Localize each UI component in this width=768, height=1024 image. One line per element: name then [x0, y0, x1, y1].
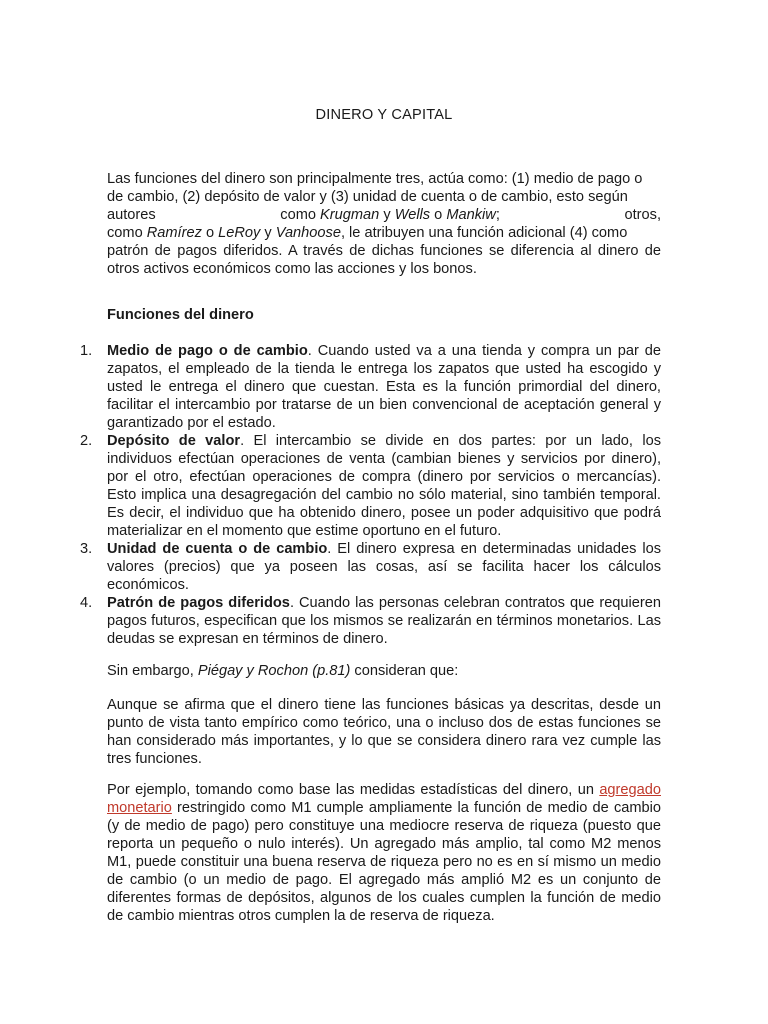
list-item-term: Depósito de valor: [107, 433, 241, 449]
intro-authors-group: [280, 206, 500, 224]
intro-line-4: [107, 224, 661, 242]
list-item-term: Patrón de pagos diferidos: [107, 595, 290, 611]
document-title: DINERO Y CAPITAL: [315, 107, 453, 123]
functions-heading: Funciones del dinero: [107, 307, 254, 323]
author-mankiw: Mankiw: [446, 207, 496, 223]
intro-word-o-2: o: [205, 225, 215, 241]
intro-semicolon: ;: [495, 207, 500, 223]
author-leroy: LeRoy: [218, 225, 261, 241]
author-vanhoose: Vanhoose: [275, 225, 341, 241]
list-item-number: 1.: [80, 343, 93, 359]
list-item-number: 2.: [80, 433, 93, 449]
author-krugman: Krugman: [320, 207, 380, 223]
quote-paragraph: Aunque se afirma que el dinero tiene las funciones básicas ya descritas, desde un punto de vista tanto empírico como teórico, una o incluso dos de estas funciones se han considerado más importantes, y lo que se considera dinero rara vez cumple las tres funciones.: [107, 697, 661, 767]
example-paragraph: [107, 781, 661, 925]
list-item-text: . Cuando las personas celebran contratos que requieren pagos futuros, especifican que los mismos se realizarán en términos monetarios. Las deudas se expresan en términos de dinero.: [107, 595, 661, 647]
list-item: [80, 432, 661, 540]
intro-line-3: [107, 206, 661, 224]
sin-embargo-post: consideran que:: [350, 663, 459, 679]
list-item-text: . El dinero expresa en determinadas unidades los valores (precios) que ya poseen las cosas, así se facilita hacer los cálculos económicos.: [107, 541, 661, 593]
intro-rest: patrón de pagos diferidos. A través de dichas funciones se diferencia al dinero de otros activos económicos como las acciones y los bonos.: [107, 243, 661, 277]
intro-word-como-2: como: [107, 225, 143, 241]
intro-word-autores: autores: [107, 207, 156, 223]
example-pre: Por ejemplo, tomando como base las medidas estadísticas del dinero, un: [107, 782, 600, 798]
intro-word-y-2: y: [264, 225, 272, 241]
list-item-text: . Cuando usted va a una tienda y compra un par de zapatos, el empleado de la tienda le entrega los zapatos que usted ha escogido y usted le entrega el dinero que cuestan. Esta es la función primordial del dinero, facilitar el intercambio por tratarse de un bien convencional de aceptación general y garantizado por el estado.: [107, 343, 661, 431]
list-item-text: . El intercambio se divide en dos partes: por un lado, los individuos efectúan operaciones de venta (cambian bienes y servicios por dinero), por el otro, efectúan operaciones de compra (dinero por servicios o mercancías). Esto implica una desagregación del cambio no sólo material, sino también temporal. Es decir, el individuo que ha obtenido dinero, posee un poder adquisitivo que podrá materializar en el momento que estime oportuno en el futuro.: [107, 433, 661, 539]
list-item-number: 3.: [80, 541, 93, 557]
intro-paragraph: [107, 170, 661, 278]
functions-list: [80, 342, 661, 648]
list-item-term: Unidad de cuenta o de cambio: [107, 541, 328, 557]
list-item-number: 4.: [80, 595, 93, 611]
author-wells: Wells: [394, 207, 431, 223]
intro-line-1: Las funciones del dinero son principalmente tres, actúa como: (1) medio de pago o: [107, 171, 643, 187]
sin-embargo-paragraph: [107, 662, 661, 680]
list-item-term: Medio de pago o de cambio: [107, 343, 308, 359]
citation: Piégay y Rochon (p.81): [197, 663, 351, 679]
example-post: restringido como M1 cumple ampliamente la función de medio de cambio (y de medio de pago) pero constituye una mediocre reserva de riqueza (puesto que reporta un pequeño o nulo interés). Un agregado más amplio, tal como M2 menos M1, puede constituir una buena reserva de riqueza pero no es en sí mismo un medio de cambio (o un medio de pago. El agregado más amplió M2 es un conjunto de diferentes formas de depósitos, algunos de los cuales cumplen la función de medio de cambio mientras otros cumplen la de reserva de riqueza.: [107, 800, 661, 924]
intro-word-como: como: [280, 207, 316, 223]
sin-embargo-pre: Sin embargo,: [107, 663, 198, 679]
intro-word-otros: otros,: [624, 207, 661, 223]
intro-line-2: de cambio, (2) depósito de valor y (3) unidad de cuenta o de cambio, esto según: [107, 189, 628, 205]
intro-word-y: y: [383, 207, 391, 223]
author-ramirez: Ramírez: [146, 225, 202, 241]
list-item: [80, 540, 661, 594]
intro-line-4-authors: [107, 224, 627, 242]
intro-word-o: o: [434, 207, 443, 223]
agregado-monetario-link[interactable]: agregado monetario: [107, 782, 661, 816]
list-item: [80, 594, 661, 648]
list-item: [80, 342, 661, 432]
intro-line-4-rest: , le atribuyen una función adicional (4) como: [340, 225, 628, 241]
